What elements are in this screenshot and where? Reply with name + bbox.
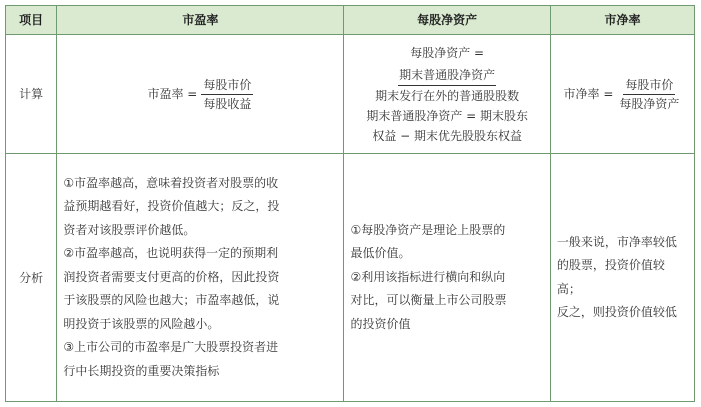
pe-analysis-line: 资者对该股票评价越低。 — [63, 222, 196, 237]
bvps-denominator: 期末发行在外的普通股股数 — [375, 88, 520, 103]
pb-formula — [564, 76, 682, 113]
bvps-analysis-line: 对比，可以衡量上市公司股票 — [350, 293, 507, 308]
header-row — [6, 6, 695, 35]
pe-denominator: 每股收益 — [203, 96, 252, 111]
pb-denominator: 每股净资产 — [619, 96, 680, 111]
comparison-table — [5, 5, 695, 402]
pe-formula — [147, 76, 253, 113]
bvps-analysis-line: 的投资价值 — [350, 316, 411, 331]
pb-formula-lhs: 市净率 = — [563, 87, 614, 101]
pe-analysis-line: ③上市公司的市盈率是广大股票投资者进 — [63, 340, 279, 355]
pe-analysis-cell — [57, 154, 344, 402]
analysis-row — [6, 154, 695, 402]
pb-analysis-line: 的股票，投资价值较高； — [556, 258, 665, 296]
pb-fraction — [617, 76, 681, 113]
bvps-equity-line1: 期末普通股净资产 = 期末股东 — [366, 108, 529, 123]
pe-analysis-line: 行中长期投资的重要决策指标 — [63, 363, 220, 378]
bvps-analysis-line: ①每股净资产是理论上股票的 — [350, 222, 506, 237]
pb-formula-cell — [550, 35, 694, 154]
bvps-formula-cell — [344, 35, 550, 154]
pb-numerator: 每股市价 — [623, 76, 675, 95]
pe-analysis-line: 于该股票的风险也越大；市盈率越低，说 — [63, 293, 280, 308]
pe-formula-lhs: 市盈率 = — [147, 87, 198, 101]
pe-analysis-line: ②市盈率越高，也说明获得一定的预期利 — [63, 246, 279, 261]
calc-label: 计算 — [6, 35, 57, 154]
pb-analysis-line: 反之，则投资价值较低 — [556, 305, 677, 319]
bvps-formula — [350, 43, 543, 146]
pe-numerator: 每股市价 — [201, 76, 253, 95]
pe-analysis-line: 益预期越看好，投资价值越大；反之，投 — [63, 199, 280, 214]
bvps-fraction — [375, 65, 519, 106]
pe-formula-cell — [57, 35, 344, 154]
header-pb: 市净率 — [550, 6, 694, 35]
bvps-numerator: 期末普通股净资产 — [398, 65, 496, 86]
pe-analysis-line: ①市盈率越高，意味着投资者对股票的收 — [63, 175, 279, 190]
header-item: 项目 — [6, 6, 57, 35]
bvps-analysis-line: ②利用该指标进行横向和纵向 — [350, 269, 506, 284]
bvps-formula-lhs: 每股净资产 = — [410, 45, 485, 60]
header-bvps: 每股净资产 — [344, 6, 550, 35]
analysis-label: 分析 — [6, 154, 57, 402]
header-pe: 市盈率 — [57, 6, 344, 35]
pb-analysis-cell — [550, 154, 694, 402]
calc-row — [6, 35, 695, 154]
pe-fraction — [201, 76, 253, 113]
pb-analysis-line: 一般来说，市净率较低 — [556, 234, 677, 249]
bvps-analysis-cell — [344, 154, 550, 402]
pe-analysis-line: 明投资于该股票的风险越小。 — [63, 316, 220, 331]
bvps-analysis-line: 最低价值。 — [350, 246, 411, 261]
bvps-equity-line2: 权益 − 期末优先股股东权益 — [372, 128, 523, 143]
pe-analysis-line: 润投资者需要支付更高的价格，因此投资 — [63, 269, 280, 284]
